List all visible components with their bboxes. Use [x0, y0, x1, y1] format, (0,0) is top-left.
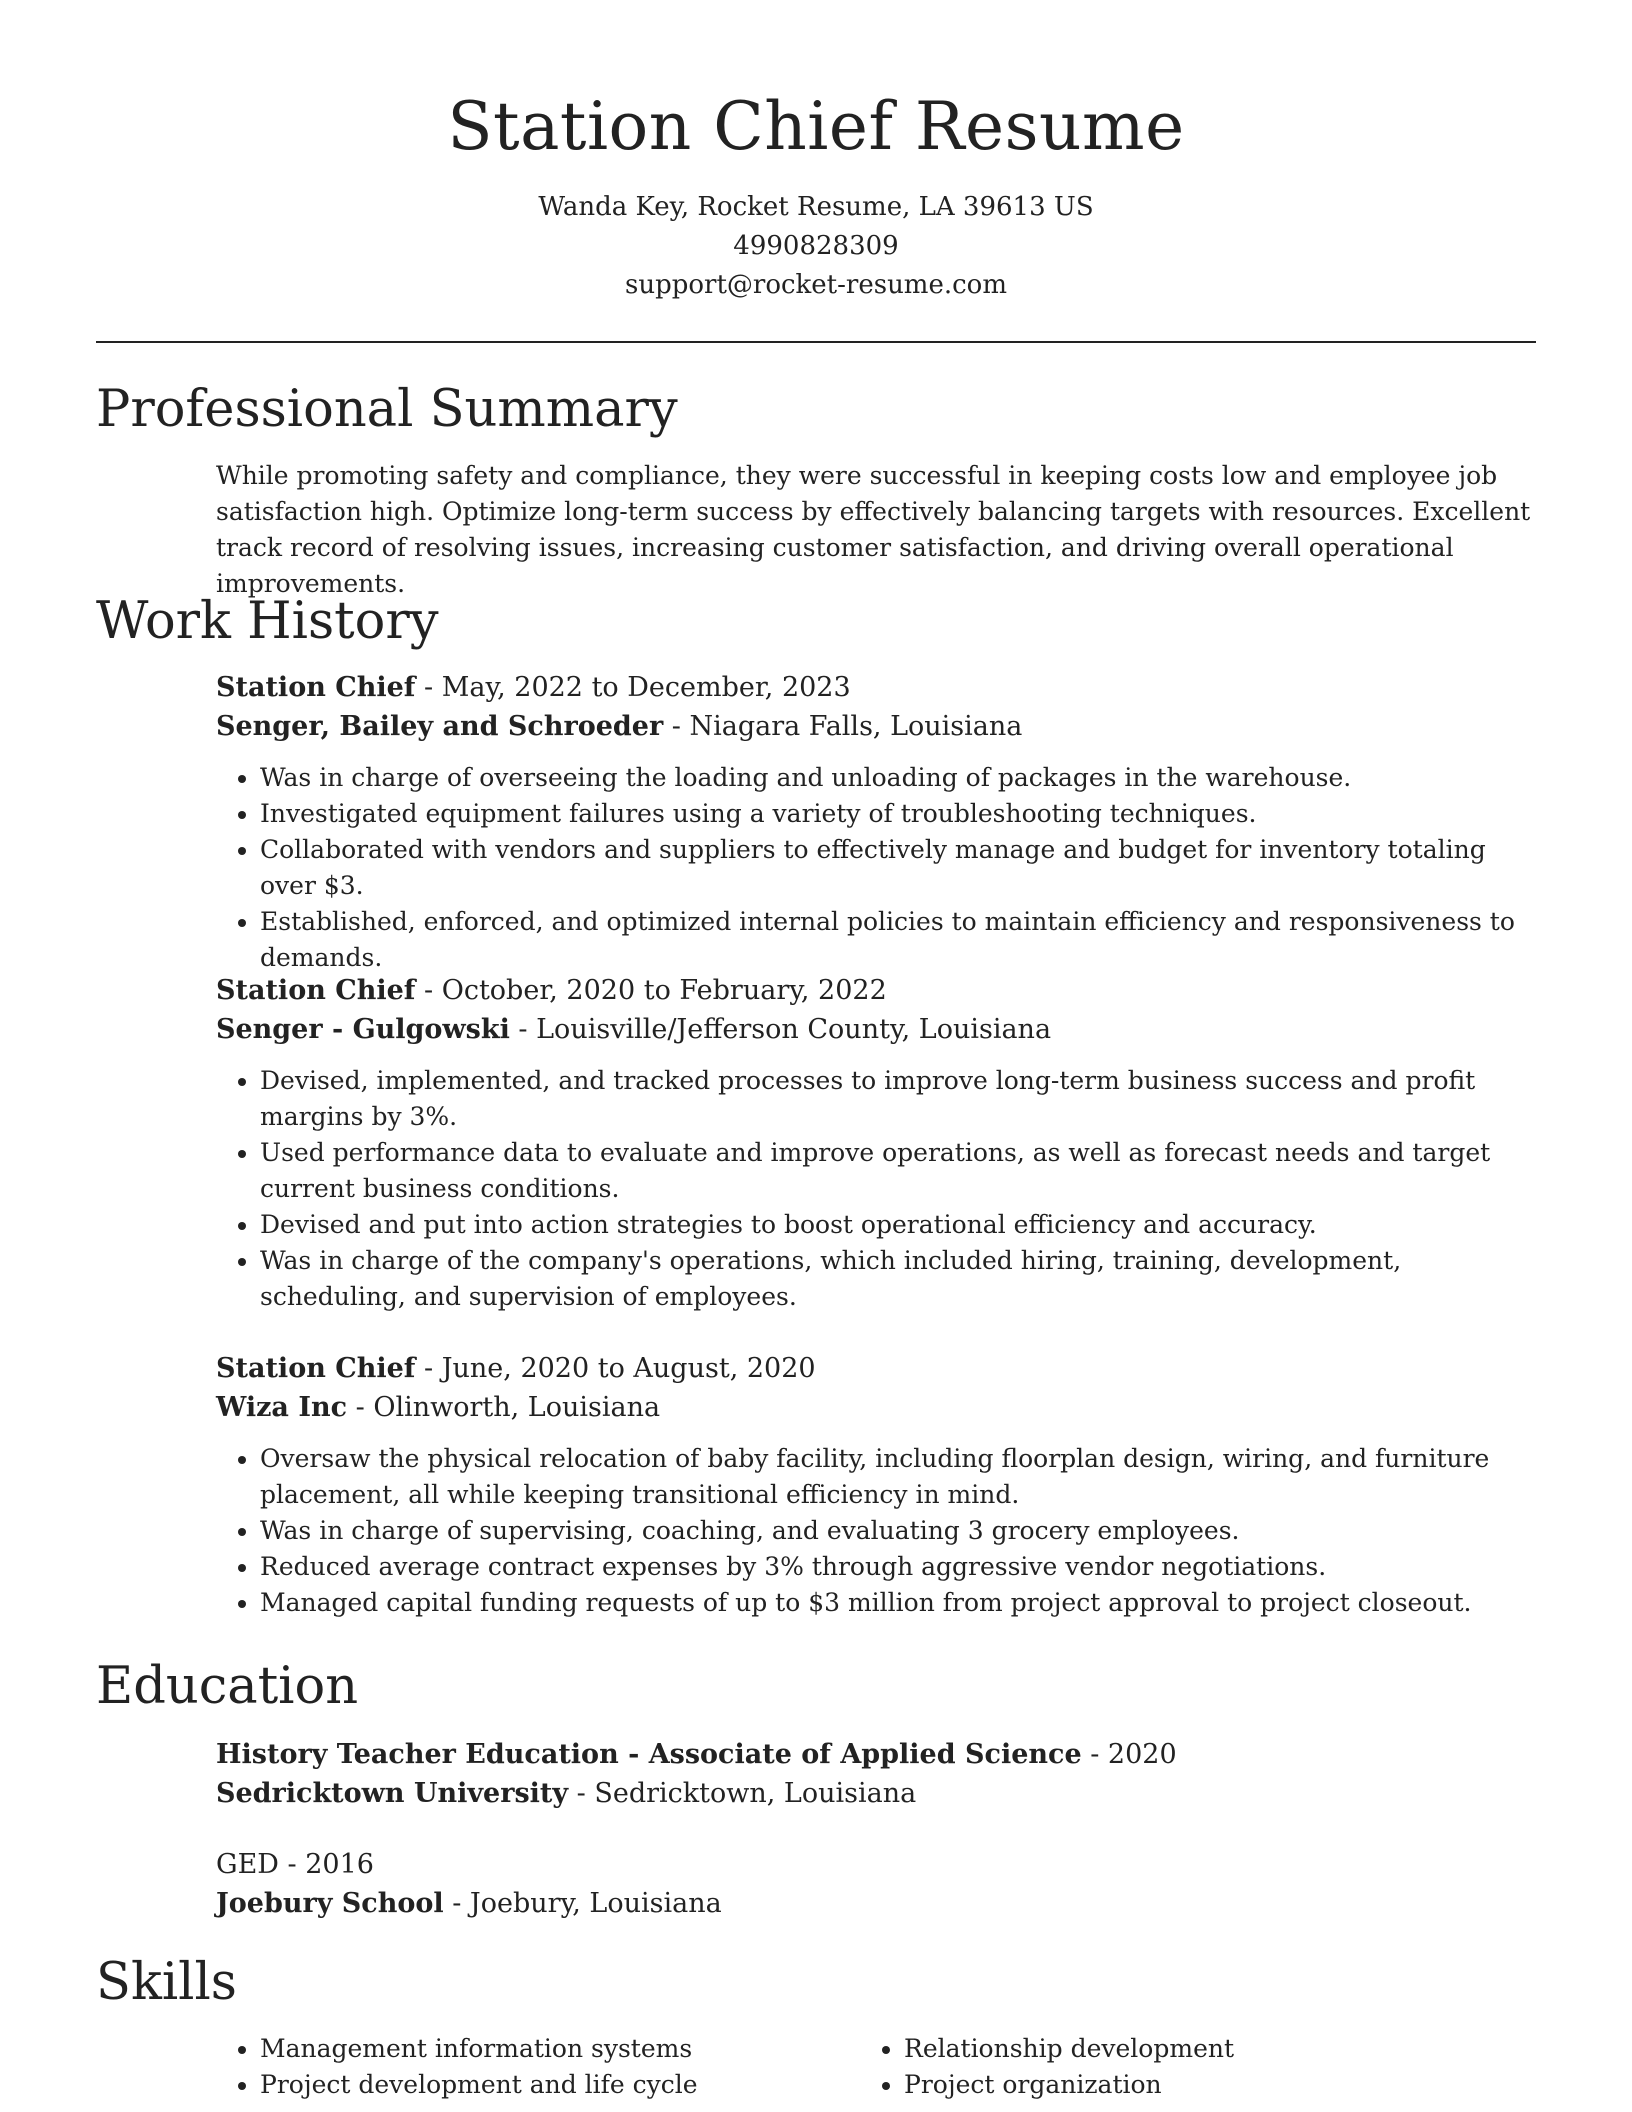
summary-block: [216, 458, 1536, 602]
skills-column-left: [216, 2031, 860, 2103]
education-degree-line: [216, 1845, 1536, 1884]
job-bullets: [216, 1441, 1536, 1621]
education-location: - Sedricktown, Louisiana: [568, 1778, 917, 1809]
education-school: Sedricktown University: [216, 1778, 569, 1809]
job-title: Station Chief: [216, 1353, 416, 1384]
list-item: • Devised and put into action strategies to boost operational efficiency and accuracy.: [260, 1207, 1536, 1243]
education-year: GED - 2016: [216, 1849, 374, 1880]
resume-header: [0, 0, 1632, 305]
job-title-line: [216, 1349, 1536, 1388]
skill-item: • Project development and life cycle: [260, 2067, 860, 2103]
header-divider: [96, 341, 1536, 343]
page-title: Station Chief Resume: [447, 88, 1185, 165]
job-bullets: [216, 1063, 1536, 1315]
section-heading-skills: Skills: [96, 1953, 237, 2012]
education-school-line: [216, 1884, 1536, 1923]
job-location: - Olinworth, Louisiana: [347, 1392, 661, 1423]
list-item: • Devised, implemented, and tracked processes to improve long-term business success and profit margins by 3%.: [260, 1063, 1536, 1135]
job-title-line: [216, 668, 1536, 707]
contact-phone: 4990828309: [733, 231, 899, 261]
job-bullets: [216, 760, 1536, 976]
list-item: • Used performance data to evaluate and improve operations, as well as forecast needs and target current business conditions.: [260, 1135, 1536, 1207]
list-item: • Reduced average contract expenses by 3% through aggressive vendor negotiations.: [260, 1549, 1536, 1585]
list-item: • Was in charge of supervising, coaching, and evaluating 3 grocery employees.: [260, 1513, 1536, 1549]
job-company-line: [216, 707, 1536, 746]
job-company: Senger - Gulgowski: [216, 1014, 510, 1045]
education-degree: History Teacher Education - Associate of Applied Science: [216, 1739, 1082, 1770]
section-heading-work: Work History: [96, 592, 439, 651]
list-item: • Collaborated with vendors and suppliers to effectively manage and budget for inventory totaling over $3.: [260, 832, 1536, 904]
skill-item: • Management information systems: [260, 2031, 860, 2067]
job-company-line: [216, 1010, 1536, 1049]
education-location: - Joebury, Louisiana: [443, 1888, 722, 1919]
section-heading-education: Education: [96, 1657, 359, 1716]
job-title: Station Chief: [216, 975, 416, 1006]
list-item: • Established, enforced, and optimized internal policies to maintain efficiency and responsiveness to demands.: [260, 904, 1536, 976]
list-item: • Investigated equipment failures using a variety of troubleshooting techniques.: [260, 796, 1536, 832]
summary-text: While promoting safety and compliance, they were successful in keeping costs low and employee job satisfaction high. Optimize long-term success by effectively balancing targets with resources. Excellent track record of resolving issues, increasing customer satisfaction, and driving overall operational improvements.: [216, 461, 1531, 598]
skills-block: [216, 2031, 1536, 2103]
contact-address: Wanda Key, Rocket Resume, LA 39613 US: [538, 192, 1094, 222]
job-dates: - October, 2020 to February, 2022: [415, 975, 887, 1006]
skill-item: • Project organization: [904, 2067, 1504, 2103]
skill-item: • Relationship development: [904, 2031, 1504, 2067]
job-entry: [216, 668, 1536, 976]
education-degree-line: [216, 1735, 1536, 1774]
job-dates: - June, 2020 to August, 2020: [415, 1353, 816, 1384]
job-entry: [216, 971, 1536, 1315]
contact-email: support@rocket-resume.com: [624, 270, 1007, 300]
education-entry: [216, 1845, 1536, 1923]
list-item: • Was in charge of overseeing the loading and unloading of packages in the warehouse.: [260, 760, 1536, 796]
education-school: Joebury School: [216, 1888, 444, 1919]
education-school-line: [216, 1774, 1536, 1813]
job-location: - Niagara Falls, Louisiana: [663, 711, 1023, 742]
contact-info: [0, 188, 1632, 305]
skills-grid: [216, 2031, 1536, 2103]
job-location: - Louisville/Jefferson County, Louisiana: [509, 1014, 1052, 1045]
education-entry: [216, 1735, 1536, 1813]
section-heading-summary: Professional Summary: [96, 380, 678, 439]
job-company: Wiza Inc: [216, 1392, 348, 1423]
job-title-line: [216, 971, 1536, 1010]
list-item: • Was in charge of the company's operations, which included hiring, training, development, scheduling, and supervision of employees.: [260, 1243, 1536, 1315]
job-entry: [216, 1349, 1536, 1621]
job-company: Senger, Bailey and Schroeder: [216, 711, 664, 742]
job-title: Station Chief: [216, 672, 416, 703]
list-item: • Oversaw the physical relocation of baby facility, including floorplan design, wiring, and furniture placement, all while keeping transitional efficiency in mind.: [260, 1441, 1536, 1513]
education-year: - 2020: [1081, 1739, 1177, 1770]
list-item: • Managed capital funding requests of up to $3 million from project approval to project closeout.: [260, 1585, 1536, 1621]
skills-column-right: [860, 2031, 1504, 2103]
job-company-line: [216, 1388, 1536, 1427]
job-dates: - May, 2022 to December, 2023: [415, 672, 851, 703]
